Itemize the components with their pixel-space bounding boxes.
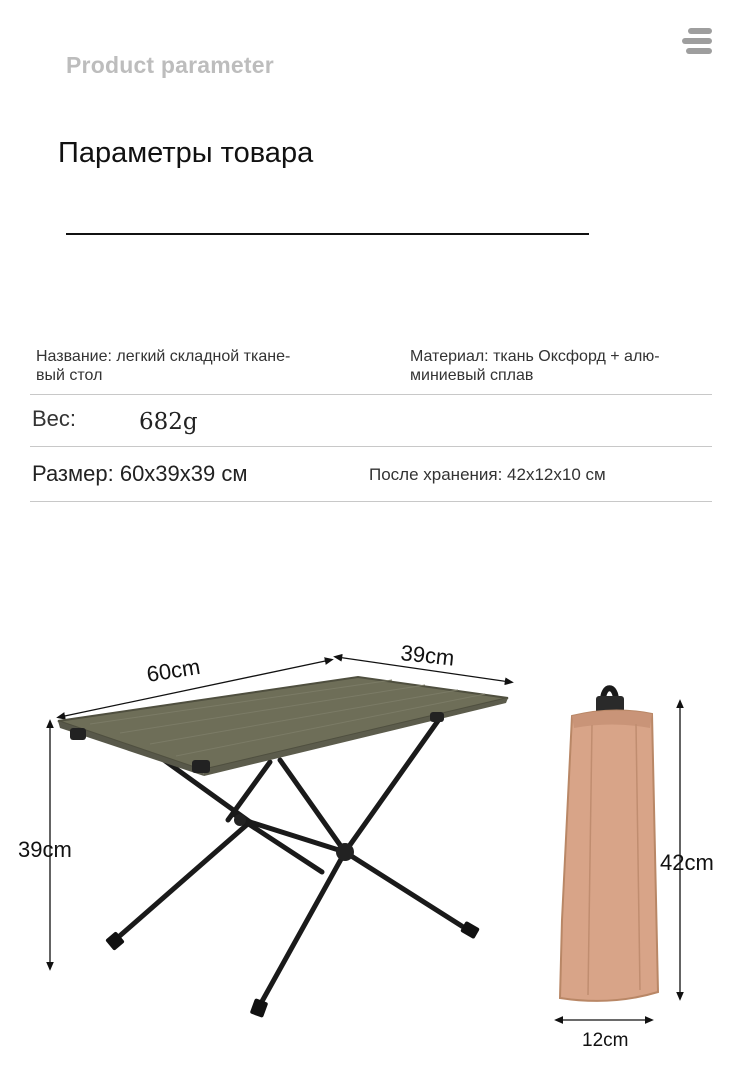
param-name: Название: легкий складной ткане- вый стол bbox=[36, 348, 291, 384]
product-dimension-illustration bbox=[0, 600, 750, 1070]
section-subtitle: Product parameter bbox=[66, 52, 274, 78]
row-divider bbox=[30, 501, 712, 502]
row-divider bbox=[30, 394, 712, 395]
param-weight-value: 682g bbox=[139, 409, 198, 435]
table-width-label: 39cm bbox=[399, 640, 456, 671]
param-size: Размер: 60x39x39 см bbox=[32, 461, 248, 486]
table-length-label: 60cm bbox=[144, 653, 202, 687]
row-divider bbox=[30, 446, 712, 447]
table-height-label: 39cm bbox=[18, 837, 72, 862]
param-material: Материал: ткань Оксфорд + алю- миниевый сплав bbox=[410, 348, 660, 384]
param-storage: После хранения: 42x12x10 см bbox=[369, 465, 606, 484]
bag-width-label: 12cm bbox=[582, 1030, 629, 1051]
menu-icon[interactable] bbox=[682, 28, 712, 54]
title-divider bbox=[66, 233, 589, 235]
storage-bag bbox=[560, 710, 658, 1000]
param-weight-label: Вес: bbox=[32, 406, 77, 431]
bag-height-label: 42cm bbox=[660, 850, 714, 875]
page-title: Параметры товара bbox=[58, 137, 314, 169]
